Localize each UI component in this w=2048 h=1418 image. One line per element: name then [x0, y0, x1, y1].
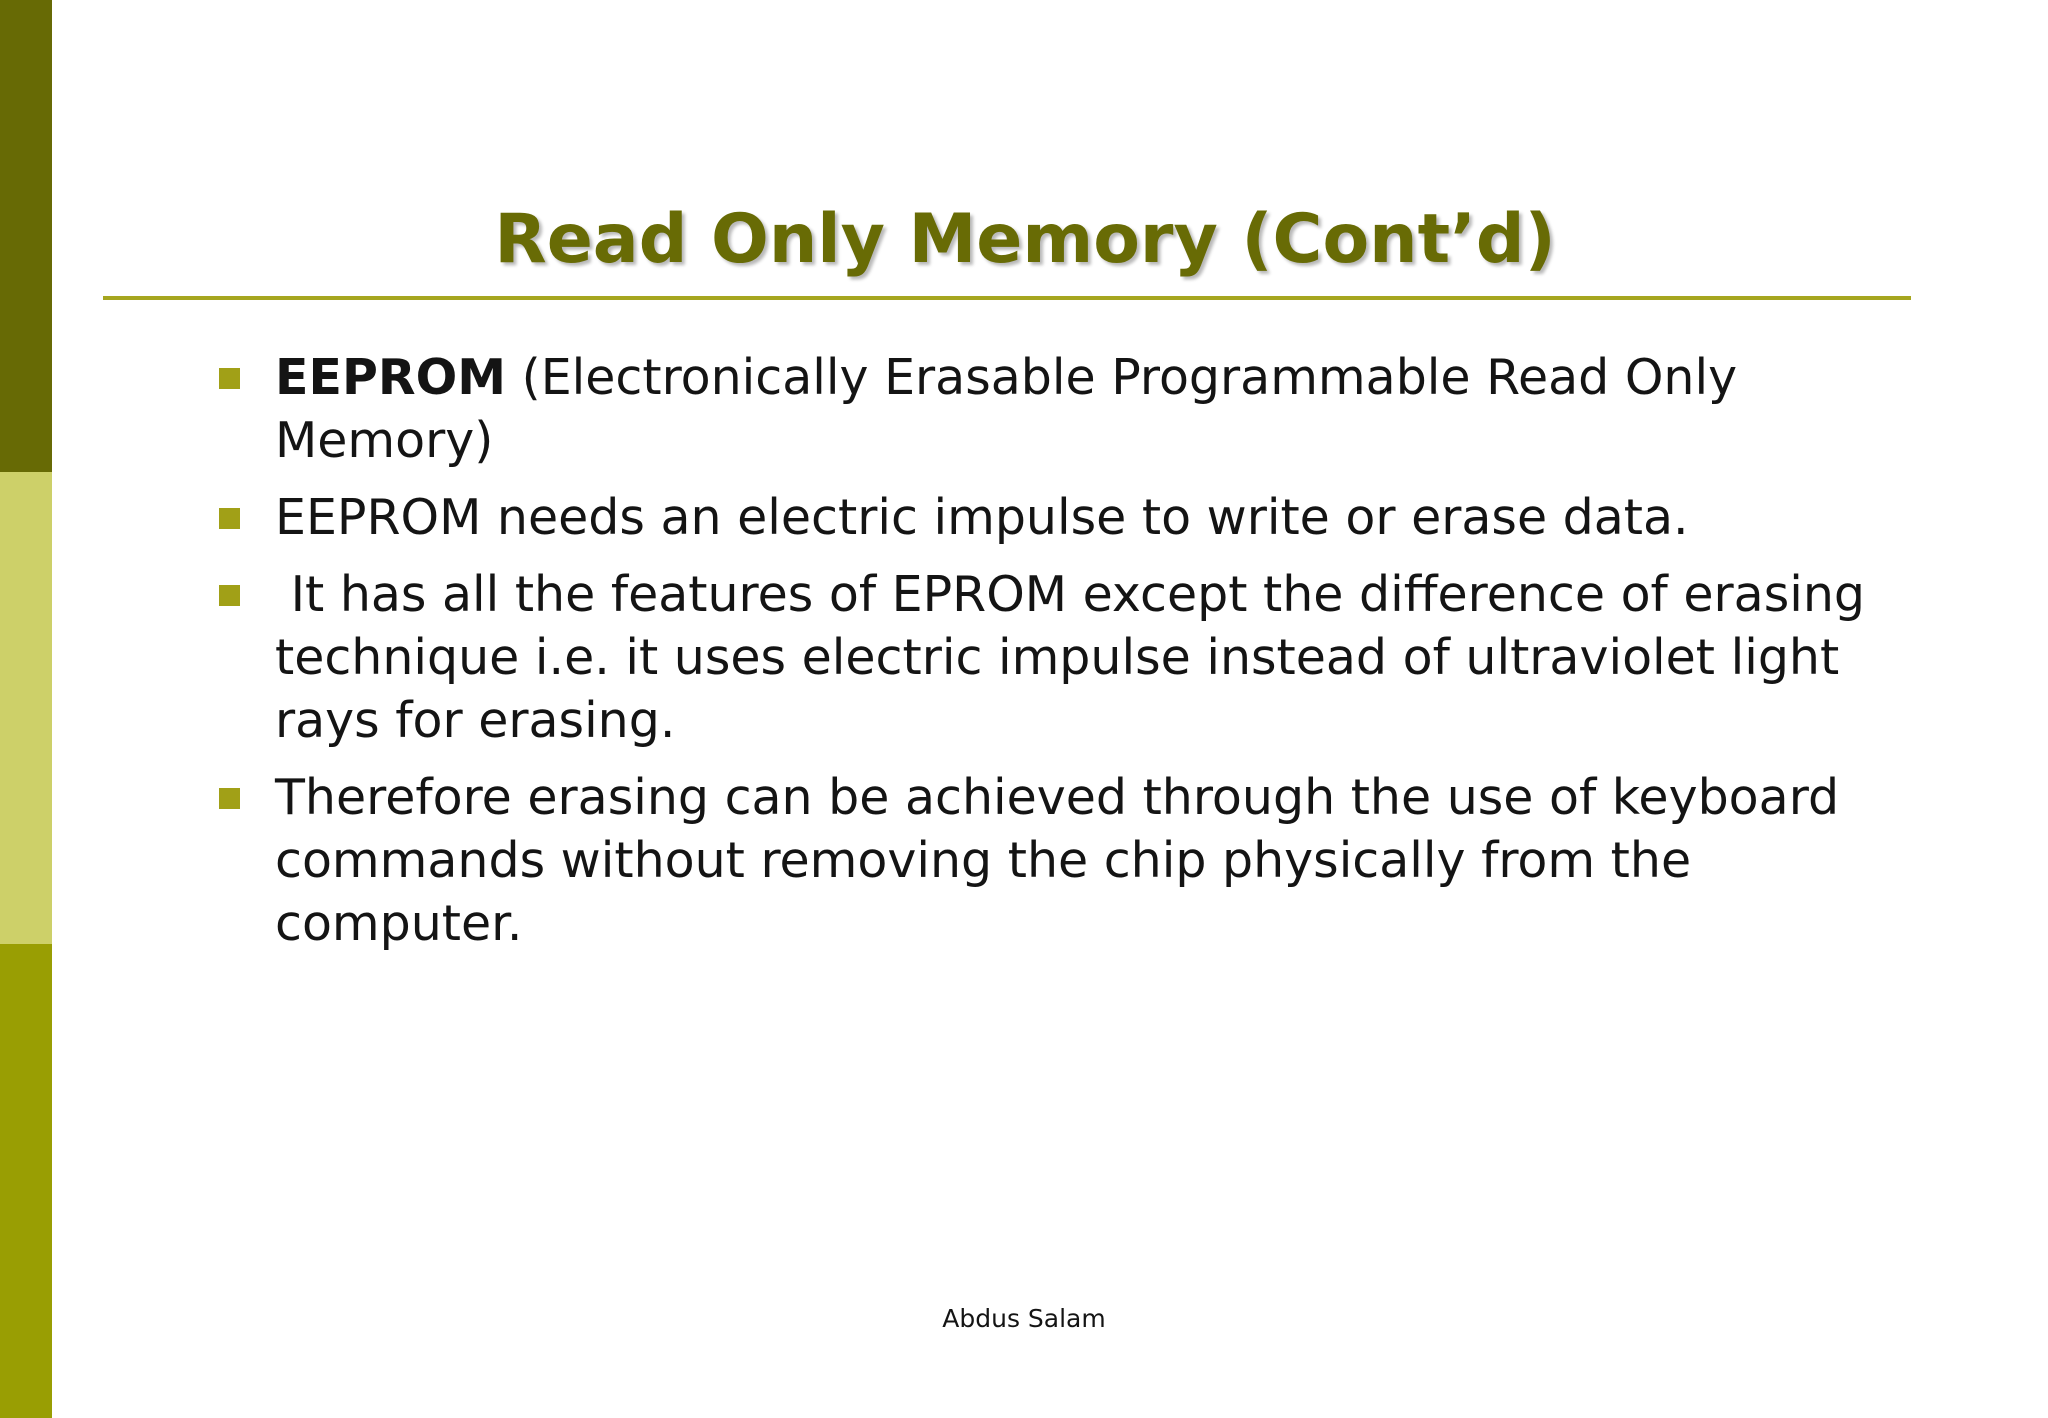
square-bullet-icon — [219, 508, 240, 529]
bullet-text: It has all the features of EPROM except the difference of erasing technique i.e. it uses electric impulse instead of ultraviolet light rays for erasing. — [275, 566, 1881, 749]
square-bullet-icon — [219, 368, 240, 389]
bullet-lead-term: EEPROM — [275, 349, 507, 406]
slide-title: Read Only Memory (Cont’d) — [494, 200, 1556, 279]
bullet-list — [275, 346, 1940, 969]
bullet-text: EEPROM needs an electric impulse to write or erase data. — [275, 489, 1689, 546]
bullet-item — [275, 486, 1940, 549]
footer-author: Abdus Salam — [942, 1304, 1106, 1333]
square-bullet-icon — [219, 788, 240, 809]
side-band-middle — [0, 472, 52, 944]
bullet-item — [275, 346, 1940, 472]
title-underline — [103, 296, 1911, 300]
side-band-bottom — [0, 944, 52, 1418]
bullet-text: (Electronically Erasable Programmable Read Only Memory) — [275, 349, 1738, 469]
side-band-top — [0, 0, 52, 472]
bullet-item — [275, 766, 1940, 955]
bullet-item — [275, 563, 1940, 752]
square-bullet-icon — [219, 585, 240, 606]
bullet-text: Therefore erasing can be achieved through the use of keyboard commands without removing the chip physically from the computer. — [275, 769, 1840, 952]
